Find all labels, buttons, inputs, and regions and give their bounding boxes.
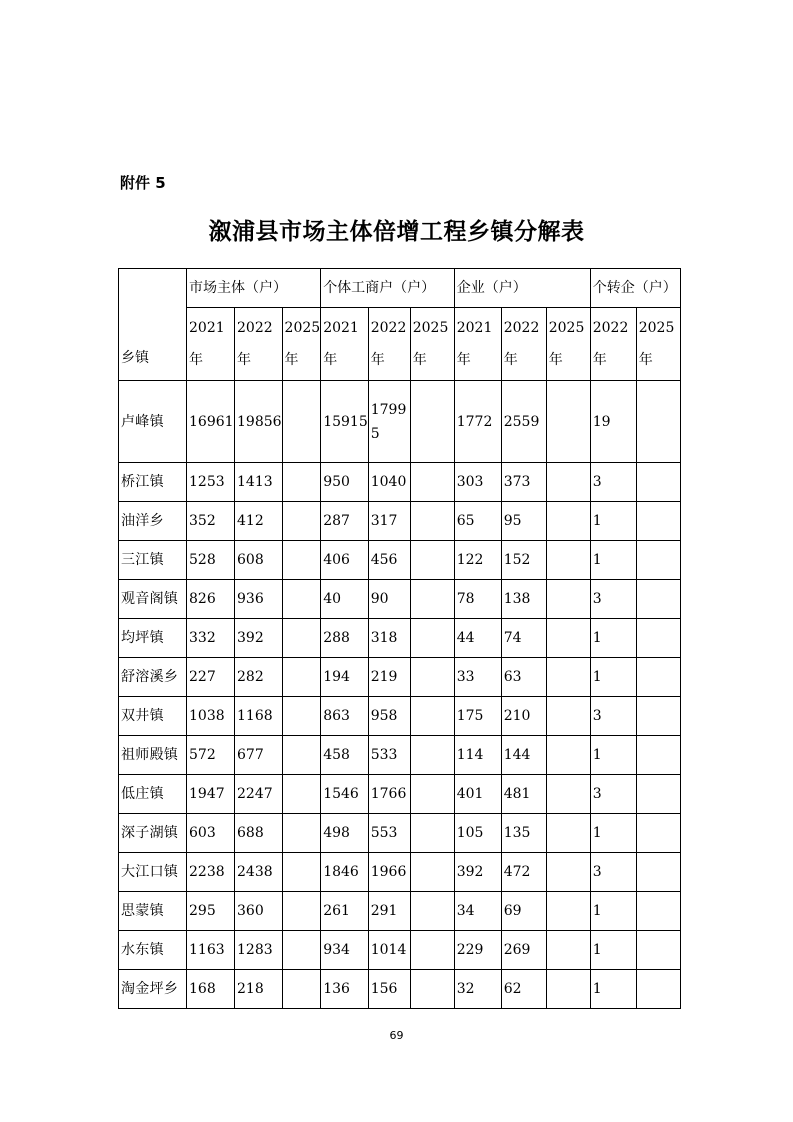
empty-cell: [282, 736, 321, 775]
value-cell: 2247: [235, 775, 283, 814]
town-cell: 卢峰镇: [119, 381, 187, 463]
empty-cell: [410, 619, 454, 658]
value-cell: 3: [590, 463, 636, 502]
empty-cell: [282, 658, 321, 697]
value-cell: 136: [321, 970, 369, 1009]
table-row: [119, 381, 681, 463]
value-cell: 16961: [187, 381, 235, 463]
group-header-market-entities: 市场主体（户）: [187, 269, 321, 308]
town-cell: 桥江镇: [119, 463, 187, 502]
empty-cell: [546, 970, 590, 1009]
value-cell: 401: [454, 775, 501, 814]
empty-cell: [636, 381, 680, 463]
empty-cell: [546, 619, 590, 658]
value-cell: 291: [368, 892, 410, 931]
annex-label: 附件 5: [120, 174, 166, 192]
value-cell: 498: [321, 814, 369, 853]
value-cell: 227: [187, 658, 235, 697]
empty-cell: [410, 892, 454, 931]
empty-cell: [546, 736, 590, 775]
value-cell: 2238: [187, 853, 235, 892]
value-cell: 1: [590, 502, 636, 541]
value-cell: 78: [454, 580, 501, 619]
town-cell: 思蒙镇: [119, 892, 187, 931]
town-cell: 三江镇: [119, 541, 187, 580]
value-cell: 1546: [321, 775, 369, 814]
value-cell: 1: [590, 619, 636, 658]
value-cell: 168: [187, 970, 235, 1009]
empty-cell: [636, 697, 680, 736]
town-cell: 水东镇: [119, 931, 187, 970]
value-cell: 934: [321, 931, 369, 970]
year-header: 2022 年: [368, 308, 410, 381]
table-row: [119, 814, 681, 853]
empty-cell: [282, 381, 321, 463]
value-cell: 269: [501, 931, 546, 970]
empty-cell: [546, 775, 590, 814]
empty-cell: [636, 814, 680, 853]
table-row: [119, 892, 681, 931]
value-cell: 1168: [235, 697, 283, 736]
value-cell: 282: [235, 658, 283, 697]
value-cell: 95: [501, 502, 546, 541]
town-breakdown-table: [118, 268, 681, 1009]
town-cell: 均坪镇: [119, 619, 187, 658]
value-cell: 360: [235, 892, 283, 931]
value-cell: 229: [454, 931, 501, 970]
value-cell: 15915: [321, 381, 369, 463]
town-cell: 舒溶溪乡: [119, 658, 187, 697]
value-cell: 608: [235, 541, 283, 580]
year-header: 2022 年: [501, 308, 546, 381]
value-cell: 62: [501, 970, 546, 1009]
value-cell: 33: [454, 658, 501, 697]
year-header: 2025 年: [282, 308, 321, 381]
value-cell: 406: [321, 541, 369, 580]
table-row: [119, 970, 681, 1009]
value-cell: 1163: [187, 931, 235, 970]
group-header-enterprises: 企业（户）: [454, 269, 590, 308]
table-row: [119, 463, 681, 502]
table-row: [119, 736, 681, 775]
empty-cell: [282, 580, 321, 619]
value-cell: 65: [454, 502, 501, 541]
table-row: [119, 658, 681, 697]
empty-cell: [546, 580, 590, 619]
empty-cell: [636, 931, 680, 970]
value-cell: 19856: [235, 381, 283, 463]
empty-cell: [546, 853, 590, 892]
value-cell: 287: [321, 502, 369, 541]
value-cell: 677: [235, 736, 283, 775]
value-cell: 3: [590, 775, 636, 814]
year-header: 2025 年: [636, 308, 680, 381]
value-cell: 90: [368, 580, 410, 619]
header-row-groups: [119, 269, 681, 308]
empty-cell: [410, 381, 454, 463]
table-row: [119, 580, 681, 619]
value-cell: 1253: [187, 463, 235, 502]
empty-cell: [410, 970, 454, 1009]
empty-cell: [410, 931, 454, 970]
value-cell: 392: [235, 619, 283, 658]
value-cell: 1040: [368, 463, 410, 502]
value-cell: 1: [590, 541, 636, 580]
value-cell: 3: [590, 697, 636, 736]
value-cell: 1: [590, 970, 636, 1009]
table-row: [119, 931, 681, 970]
empty-cell: [546, 697, 590, 736]
empty-cell: [282, 775, 321, 814]
value-cell: 2559: [501, 381, 546, 463]
empty-cell: [636, 580, 680, 619]
page-title: 溆浦县市场主体倍增工程乡镇分解表: [208, 219, 585, 245]
empty-cell: [636, 502, 680, 541]
value-cell: 219: [368, 658, 410, 697]
table-row: [119, 775, 681, 814]
value-cell: 688: [235, 814, 283, 853]
value-cell: 553: [368, 814, 410, 853]
value-cell: 958: [368, 697, 410, 736]
empty-cell: [410, 697, 454, 736]
table-row: [119, 853, 681, 892]
table-row: [119, 541, 681, 580]
empty-cell: [282, 619, 321, 658]
empty-cell: [546, 541, 590, 580]
empty-cell: [282, 931, 321, 970]
value-cell: 303: [454, 463, 501, 502]
empty-cell: [282, 853, 321, 892]
value-cell: 373: [501, 463, 546, 502]
value-cell: 1947: [187, 775, 235, 814]
value-cell: 74: [501, 619, 546, 658]
year-header: 2021 年: [454, 308, 501, 381]
value-cell: 392: [454, 853, 501, 892]
value-cell: 114: [454, 736, 501, 775]
value-cell: 1846: [321, 853, 369, 892]
value-cell: 122: [454, 541, 501, 580]
value-cell: 19: [590, 381, 636, 463]
value-cell: 456: [368, 541, 410, 580]
town-cell: 低庄镇: [119, 775, 187, 814]
empty-cell: [546, 892, 590, 931]
empty-cell: [636, 736, 680, 775]
value-cell: 332: [187, 619, 235, 658]
empty-cell: [410, 775, 454, 814]
empty-cell: [410, 541, 454, 580]
value-cell: 105: [454, 814, 501, 853]
value-cell: 194: [321, 658, 369, 697]
town-cell: 大江口镇: [119, 853, 187, 892]
empty-cell: [636, 853, 680, 892]
value-cell: 317: [368, 502, 410, 541]
value-cell: 603: [187, 814, 235, 853]
empty-cell: [546, 381, 590, 463]
value-cell: 1: [590, 931, 636, 970]
value-cell: 175: [454, 697, 501, 736]
value-cell: 533: [368, 736, 410, 775]
empty-cell: [410, 736, 454, 775]
table-body: [119, 463, 681, 1009]
value-cell: 63: [501, 658, 546, 697]
town-cell: 油洋乡: [119, 502, 187, 541]
value-cell: 1: [590, 814, 636, 853]
empty-cell: [282, 502, 321, 541]
empty-cell: [546, 658, 590, 697]
empty-cell: [282, 814, 321, 853]
year-header: 2022 年: [590, 308, 636, 381]
empty-cell: [546, 814, 590, 853]
value-cell: 1766: [368, 775, 410, 814]
group-header-individual-to-enterprise: 个转企（户）: [590, 269, 680, 308]
value-cell: 40: [321, 580, 369, 619]
value-cell: 138: [501, 580, 546, 619]
value-cell: 528: [187, 541, 235, 580]
value-cell: 44: [454, 619, 501, 658]
empty-cell: [636, 463, 680, 502]
year-header: 2021 年: [187, 308, 235, 381]
empty-cell: [546, 502, 590, 541]
empty-cell: [410, 580, 454, 619]
value-cell: 481: [501, 775, 546, 814]
header-row-years: [119, 308, 681, 381]
value-cell: 218: [235, 970, 283, 1009]
empty-cell: [282, 697, 321, 736]
value-cell: 458: [321, 736, 369, 775]
empty-cell: [282, 463, 321, 502]
value-cell: 472: [501, 853, 546, 892]
year-header: 2022 年: [235, 308, 283, 381]
value-cell: 135: [501, 814, 546, 853]
value-cell: 318: [368, 619, 410, 658]
page-number: 69: [389, 1029, 404, 1042]
value-cell: 69: [501, 892, 546, 931]
empty-cell: [410, 853, 454, 892]
empty-cell: [636, 619, 680, 658]
year-header: 2025 年: [546, 308, 590, 381]
empty-cell: [636, 541, 680, 580]
value-cell: 1014: [368, 931, 410, 970]
table-row: [119, 502, 681, 541]
value-cell: 1038: [187, 697, 235, 736]
town-cell: 祖师殿镇: [119, 736, 187, 775]
empty-cell: [410, 814, 454, 853]
row-header-town: 乡镇: [119, 269, 187, 381]
value-cell: 152: [501, 541, 546, 580]
value-cell: 34: [454, 892, 501, 931]
value-cell: 1966: [368, 853, 410, 892]
town-cell: 深子湖镇: [119, 814, 187, 853]
empty-cell: [282, 541, 321, 580]
value-cell: 352: [187, 502, 235, 541]
value-cell: 1772: [454, 381, 501, 463]
year-header: 2021 年: [321, 308, 369, 381]
value-cell: 572: [187, 736, 235, 775]
empty-cell: [282, 970, 321, 1009]
empty-cell: [410, 658, 454, 697]
value-cell: 2438: [235, 853, 283, 892]
value-cell: 412: [235, 502, 283, 541]
year-header: 2025 年: [410, 308, 454, 381]
value-cell: 826: [187, 580, 235, 619]
empty-cell: [636, 892, 680, 931]
value-cell: 156: [368, 970, 410, 1009]
town-cell: 双井镇: [119, 697, 187, 736]
value-cell: 1413: [235, 463, 283, 502]
value-cell: 3: [590, 853, 636, 892]
value-cell: 288: [321, 619, 369, 658]
value-cell: 261: [321, 892, 369, 931]
value-cell: 295: [187, 892, 235, 931]
value-cell: 1799 5: [368, 381, 410, 463]
value-cell: 863: [321, 697, 369, 736]
empty-cell: [546, 931, 590, 970]
empty-cell: [282, 892, 321, 931]
value-cell: 32: [454, 970, 501, 1009]
value-cell: 1: [590, 892, 636, 931]
value-cell: 144: [501, 736, 546, 775]
empty-cell: [636, 658, 680, 697]
value-cell: 950: [321, 463, 369, 502]
empty-cell: [546, 463, 590, 502]
value-cell: 1283: [235, 931, 283, 970]
value-cell: 1: [590, 736, 636, 775]
empty-cell: [636, 970, 680, 1009]
table-row: [119, 697, 681, 736]
group-header-individual-businesses: 个体工商户（户）: [321, 269, 455, 308]
value-cell: 3: [590, 580, 636, 619]
town-cell: 观音阁镇: [119, 580, 187, 619]
value-cell: 210: [501, 697, 546, 736]
empty-cell: [410, 502, 454, 541]
table-row: [119, 619, 681, 658]
value-cell: 1: [590, 658, 636, 697]
town-cell: 淘金坪乡: [119, 970, 187, 1009]
empty-cell: [636, 775, 680, 814]
empty-cell: [410, 463, 454, 502]
value-cell: 936: [235, 580, 283, 619]
